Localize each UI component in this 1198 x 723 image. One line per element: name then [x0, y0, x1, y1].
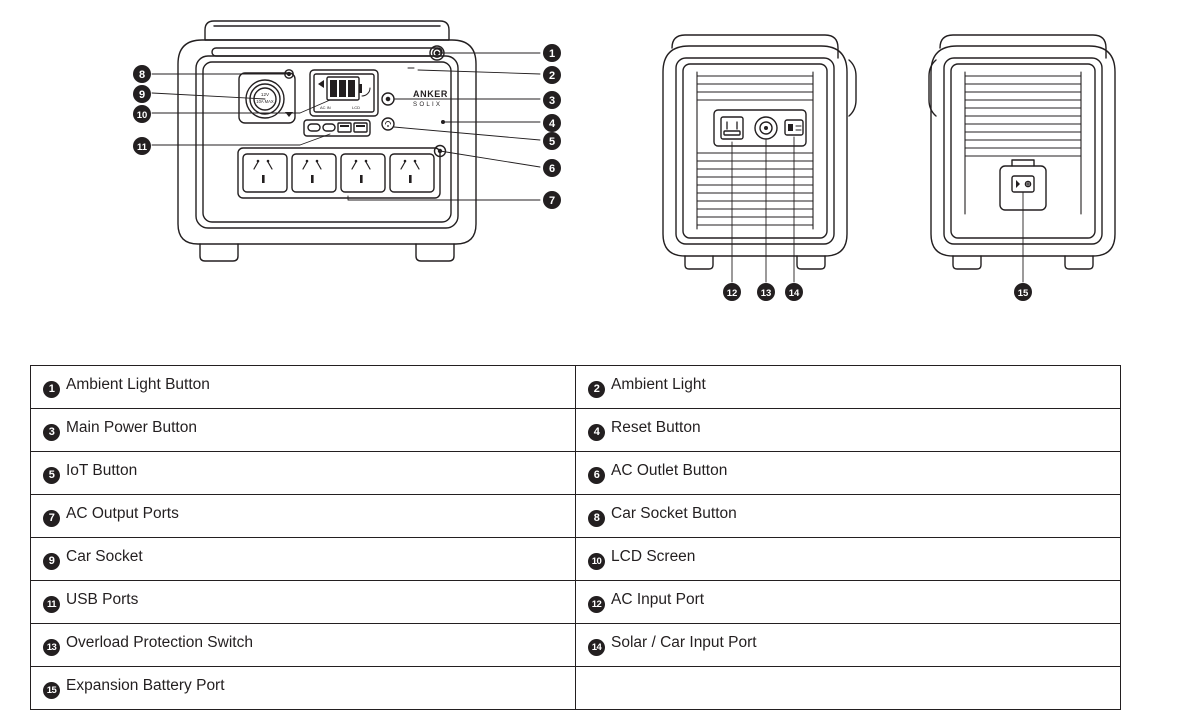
svg-text:7: 7 — [548, 195, 556, 207]
legend-cell-9 — [31, 538, 576, 581]
svg-text:2: 2 — [548, 70, 556, 82]
callout-11 — [133, 137, 151, 155]
callout-7 — [543, 191, 561, 209]
brand-name: ANKER — [413, 89, 449, 99]
callout-5 — [543, 132, 561, 150]
legend-bullet-7: 7 — [43, 510, 60, 527]
legend-cell-1 — [31, 366, 576, 409]
svg-text:11: 11 — [136, 142, 148, 153]
legend-bullet-4: 4 — [588, 424, 605, 441]
legend-bullet-5: 5 — [43, 467, 60, 484]
legend-bullet-15: 15 — [43, 682, 60, 699]
svg-text:3: 3 — [548, 95, 556, 107]
legend-label-9: Car Socket — [66, 547, 143, 565]
table-row — [31, 581, 1121, 624]
brand-model: SOLIX — [413, 101, 443, 108]
svg-text:6: 6 — [548, 163, 556, 175]
diagram-svg — [0, 0, 1198, 330]
legend-cell-5 — [31, 452, 576, 495]
callout-3 — [543, 91, 561, 109]
legend-label-1: Ambient Light Button — [66, 375, 210, 393]
table-row — [31, 495, 1121, 538]
legend-cell-10 — [576, 538, 1121, 581]
legend-label-6: AC Outlet Button — [611, 461, 728, 479]
table-row — [31, 624, 1121, 667]
callout-8 — [133, 65, 151, 83]
callout-15 — [1014, 283, 1032, 301]
callout-bullets — [133, 44, 1032, 301]
table-row — [31, 452, 1121, 495]
callout-1 — [543, 44, 561, 62]
legend-bullet-1: 1 — [43, 381, 60, 398]
legend-bullet-13: 13 — [43, 639, 60, 656]
svg-text:13: 13 — [760, 288, 772, 299]
table-row — [31, 366, 1121, 409]
legend-cell-14 — [576, 624, 1121, 667]
legend-cell-15 — [31, 667, 576, 710]
svg-text:8: 8 — [138, 69, 146, 81]
car-socket-voltage: 12V — [260, 92, 270, 97]
callout-4 — [543, 114, 561, 132]
legend-bullet-14: 14 — [588, 639, 605, 656]
legend-cell-7 — [31, 495, 576, 538]
callout-12 — [723, 283, 741, 301]
svg-text:9: 9 — [138, 89, 146, 101]
legend-bullet-9: 9 — [43, 553, 60, 570]
legend-cell-13 — [31, 624, 576, 667]
svg-text:5: 5 — [548, 136, 556, 148]
callout-9 — [133, 85, 151, 103]
legend-label-14: Solar / Car Input Port — [611, 633, 757, 651]
back-view — [663, 35, 856, 269]
legend-cell-empty — [576, 667, 1121, 710]
lcd-right-label: LCD — [352, 105, 361, 110]
legend-bullet-8: 8 — [588, 510, 605, 527]
legend-table — [30, 365, 1121, 710]
legend-label-4: Reset Button — [611, 418, 701, 436]
svg-text:10: 10 — [136, 110, 148, 121]
legend-bullet-12: 12 — [588, 596, 605, 613]
table-row — [31, 409, 1121, 452]
legend-cell-2 — [576, 366, 1121, 409]
legend-label-15: Expansion Battery Port — [66, 676, 225, 694]
legend-label-11: USB Ports — [66, 590, 139, 608]
legend-cell-6 — [576, 452, 1121, 495]
legend-label-2: Ambient Light — [611, 375, 706, 393]
legend-label-13: Overload Protection Switch — [66, 633, 253, 651]
legend-bullet-10: 10 — [588, 553, 605, 570]
svg-text:1: 1 — [548, 48, 556, 60]
svg-text:15: 15 — [1017, 288, 1029, 299]
legend-cell-4 — [576, 409, 1121, 452]
side-view — [929, 35, 1115, 269]
product-diagram — [0, 0, 1198, 320]
legend-bullet-3: 3 — [43, 424, 60, 441]
legend-cell-3 — [31, 409, 576, 452]
lcd-left-label: AC IN — [320, 105, 331, 110]
svg-text:12: 12 — [726, 288, 738, 299]
legend-label-7: AC Output Ports — [66, 504, 179, 522]
legend-label-8: Car Socket Button — [611, 504, 737, 522]
leader-lines — [152, 53, 1023, 282]
car-socket-current: 10A MAX — [256, 99, 274, 104]
legend-bullet-2: 2 — [588, 381, 605, 398]
legend-bullet-6: 6 — [588, 467, 605, 484]
legend-label-5: IoT Button — [66, 461, 138, 479]
legend-cell-11 — [31, 581, 576, 624]
legend-label-12: AC Input Port — [611, 590, 705, 608]
table-row — [31, 538, 1121, 581]
callout-13 — [757, 283, 775, 301]
front-view — [178, 21, 476, 261]
svg-text:14: 14 — [788, 288, 800, 299]
svg-text:4: 4 — [548, 118, 556, 130]
table-row — [31, 667, 1121, 710]
legend-cell-8 — [576, 495, 1121, 538]
legend-bullet-11: 11 — [43, 596, 60, 613]
legend-cell-12 — [576, 581, 1121, 624]
callout-6 — [543, 159, 561, 177]
legend-label-10: LCD Screen — [611, 547, 696, 565]
callout-2 — [543, 66, 561, 84]
legend-label-3: Main Power Button — [66, 418, 197, 436]
callout-14 — [785, 283, 803, 301]
callout-10 — [133, 105, 151, 123]
